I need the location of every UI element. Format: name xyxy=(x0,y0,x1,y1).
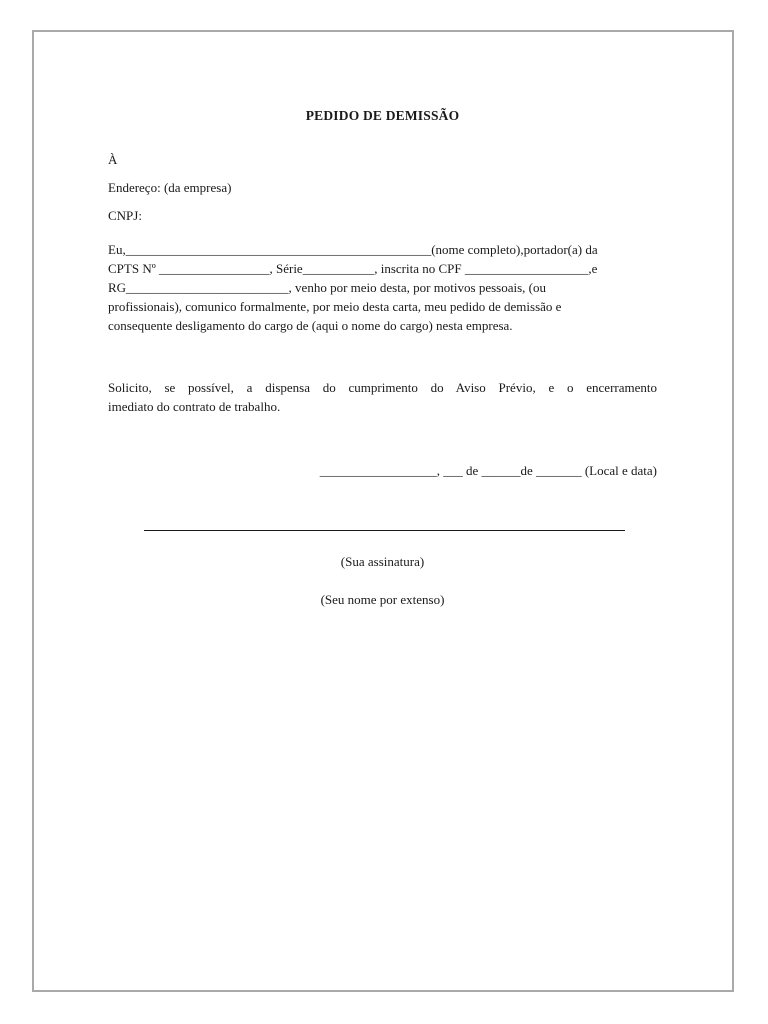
document-title: PEDIDO DE DEMISSÃO xyxy=(305,108,460,123)
declaration-line: CPTS Nº _________________, Série___________, inscrita no CPF ___________________,e xyxy=(108,261,598,276)
signature-line xyxy=(144,530,625,531)
request-line: imediato do contrato de trabalho. xyxy=(108,399,281,414)
recipient-line: À xyxy=(108,152,118,167)
declaration-line: consequente desligamento do cargo de (aqui o nome do cargo) nesta empresa. xyxy=(108,318,513,333)
cnpj-line: CNPJ: xyxy=(108,208,142,223)
signature-label: (Sua assinatura) xyxy=(340,554,425,569)
request-line: Solicito, se possível, a dispensa do cumprimento do Aviso Prévio, e o encerramento xyxy=(108,380,657,395)
declaration-line: Eu,_______________________________________________(nome completo),portador(a) da xyxy=(108,242,598,257)
document-page xyxy=(32,30,734,992)
address-line: Endereço: (da empresa) xyxy=(108,180,232,195)
full-name-label: (Seu nome por extenso) xyxy=(320,592,445,607)
declaration-line: profissionais), comunico formalmente, por meio desta carta, meu pedido de demissão e xyxy=(108,299,562,314)
place-date-line: __________________, ___ de ______de _______ (Local e data) xyxy=(319,463,657,478)
declaration-line: RG_________________________, venho por meio desta, por motivos pessoais, (ou xyxy=(108,280,546,295)
